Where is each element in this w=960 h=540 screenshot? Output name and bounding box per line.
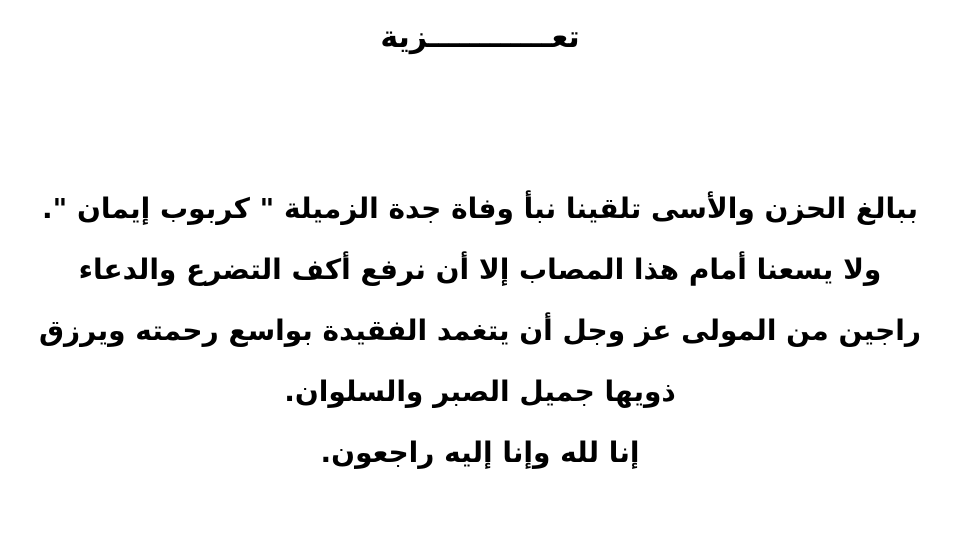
page-title: تعــــــــــــزية: [380, 20, 580, 55]
message-line-1: ببالغ الحزن والأسى تلقينا نبأ وفاة جدة الزميلة " كربوب إيمان ".: [42, 192, 918, 225]
message-line-2: ولا يسعنا أمام هذا المصاب إلا أن نرفع أكف التضرع والدعاء: [78, 253, 882, 286]
message-body: [0, 178, 960, 483]
message-line-4: ذويها جميل الصبر والسلوان.: [284, 375, 676, 408]
message-line-3: راجين من المولى عز وجل أن يتغمد الفقيدة بواسع رحمته ويرزق: [39, 314, 921, 347]
message-line-5: إنا لله وإنا إليه راجعون.: [320, 436, 640, 469]
